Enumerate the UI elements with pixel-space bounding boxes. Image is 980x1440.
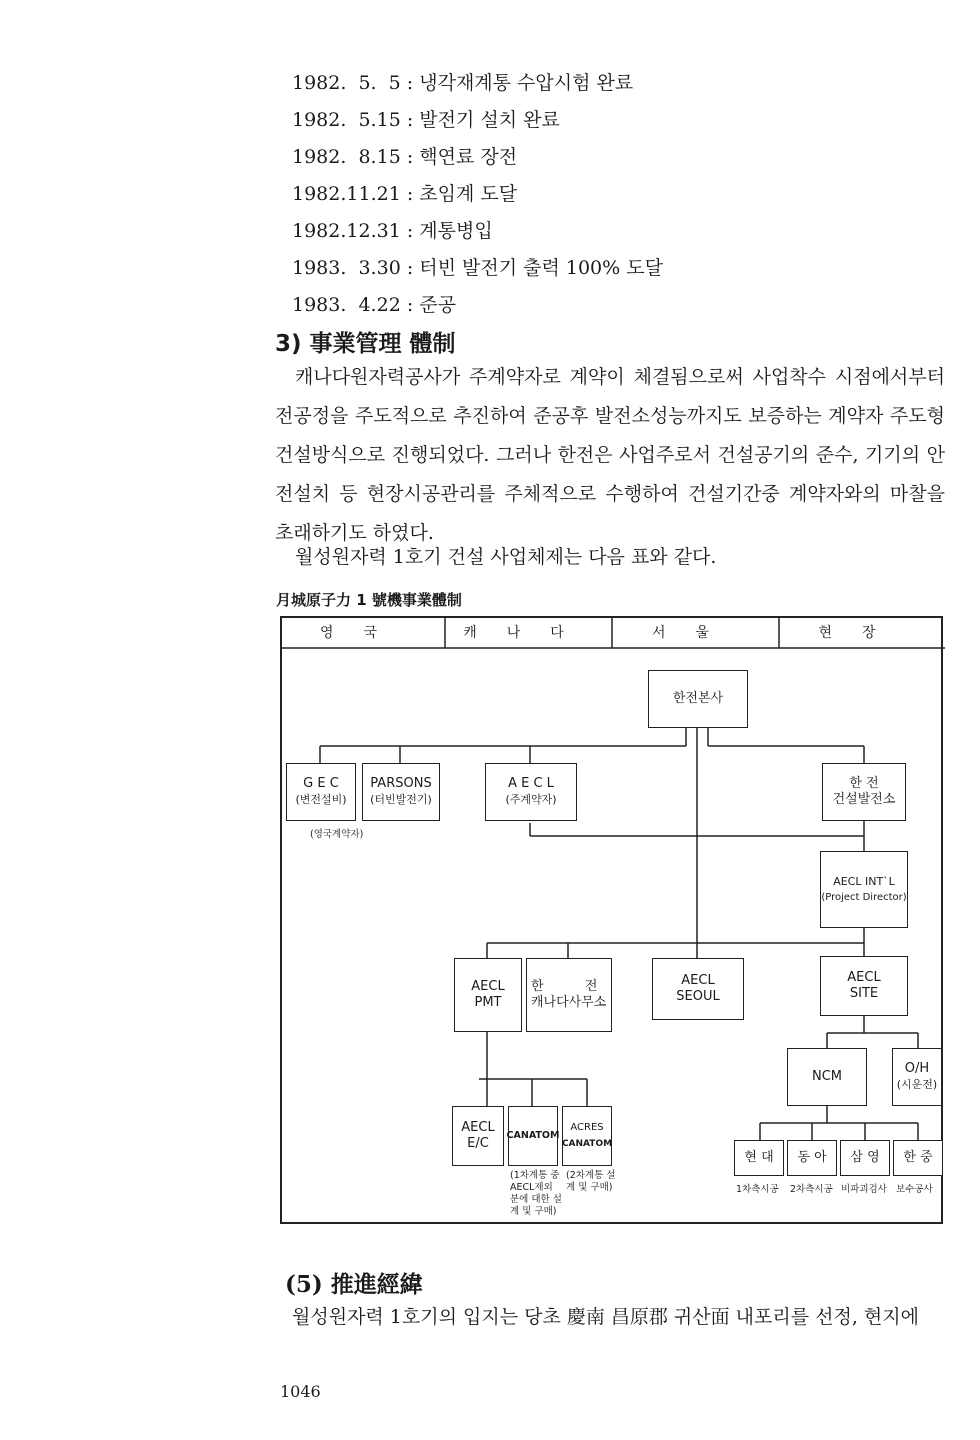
acres-line1: ACRES (570, 1122, 604, 1133)
contractor-name: 현 대 (744, 1150, 774, 1165)
body-paragraph: 캐나다원자력공사가 주계약자로 계약이 체결됨으로써 사업착수 시점에서부터 전공정을 주도적으로 추진하여 준공후 발전소성능까지도 보증하는 계약자 주도형 건설방식으로 진행되었다. 그러나 한전은 사업주로서 건설공기의 준수, 기기의 안전설치 등 현장시공관리를 주체적으로 수행하여 건설기간중 계약자와의 마찰을 초래하기도 하였다. (275, 366, 945, 544)
aecl-site-line2: SITE (849, 986, 879, 1001)
gec-sub: (변전설비) (295, 793, 347, 806)
site-office-line2: 건설발전소 (832, 792, 896, 807)
kepco-canada-line1: 한 전 (531, 979, 598, 994)
contractor-name: 동 아 (797, 1150, 827, 1165)
aecl-ec-line2: E/C (467, 1136, 489, 1151)
header-site: 현장 (818, 625, 906, 641)
canatom-box (508, 1106, 558, 1166)
canatom-label: CANATOM (506, 1130, 560, 1141)
chart-caption: 月城原子力 1 號機事業體制 (276, 591, 462, 609)
timeline-item: 1982.11.21 : 초임계 도달 (292, 183, 518, 205)
contractor-name: 삼 영 (850, 1150, 880, 1165)
contractor-box (893, 1140, 943, 1176)
gec-label: G E C (303, 776, 339, 791)
parsons-box (362, 763, 440, 821)
aecl-pmt-box (454, 958, 522, 1032)
contractor-role: 1차측시공 (736, 1184, 779, 1195)
aecl-seoul-box (652, 958, 744, 1020)
ncm-box (787, 1048, 867, 1106)
oh-box (892, 1048, 942, 1106)
aecl-pmt-line1: AECL (471, 979, 505, 994)
header-canada: 캐나다 (463, 625, 594, 641)
contractor-role: 비파괴검사 (841, 1184, 887, 1195)
kepco-hq-box (648, 670, 748, 728)
org-chart (280, 616, 943, 1224)
site-office-line1: 한 전 (849, 776, 879, 791)
site-office-box (822, 763, 906, 821)
section-heading: 3) 事業管理 體制 (275, 331, 456, 357)
contractor-box (840, 1140, 890, 1176)
aecl-intl-line1: AECL INT`L (833, 874, 895, 888)
contractor-role: 보수공사 (896, 1184, 933, 1195)
header-seoul: 서울 (651, 625, 740, 641)
contractor-role: 2차측시공 (790, 1184, 833, 1195)
aecl-intl-box (820, 851, 908, 928)
kepco-canada-box (526, 958, 612, 1032)
page-number: 1046 (280, 1382, 321, 1401)
parsons-label: PARSONS (370, 776, 432, 791)
acres-box (562, 1106, 612, 1166)
aecl-site-box (820, 956, 908, 1016)
ncm-label: NCM (811, 1069, 843, 1084)
timeline-item: 1983. 4.22 : 준공 (292, 294, 456, 316)
acres-note: (2차계통 설 계 및 구매) (566, 1170, 616, 1193)
body-paragraph: 월성원자력 1호기 건설 사업체제는 다음 표와 같다. (295, 546, 717, 568)
canatom-note: (1차계통 중 AECL제외 분에 대한 설 계 및 구매) (510, 1170, 562, 1217)
aecl-main-label: A E C L (508, 776, 554, 791)
parsons-sub: (터빈발전기) (370, 793, 432, 806)
acres-line2: CANATOM (561, 1139, 613, 1149)
oh-line2: (시운전) (896, 1078, 938, 1091)
uk-contractor-note: (영국계약자) (310, 829, 364, 840)
timeline-item: 1982. 5.15 : 발전기 설치 완료 (292, 109, 560, 131)
oh-line1: O/H (904, 1061, 930, 1076)
timeline-item: 1982. 5. 5 : 냉각재계통 수압시험 완료 (292, 72, 634, 94)
aecl-seoul-line1: AECL (681, 973, 715, 988)
header-uk: 영국 (319, 625, 408, 641)
aecl-pmt-line2: PMT (474, 995, 502, 1010)
aecl-main-sub: (주계약자) (505, 793, 557, 806)
aecl-intl-line2: (Project Director) (821, 891, 907, 903)
contractor-box (787, 1140, 837, 1176)
aecl-ec-line1: AECL (461, 1120, 495, 1135)
timeline-item: 1982. 8.15 : 핵연료 장전 (292, 146, 518, 168)
section-heading: (5) 推進經緯 (285, 1271, 423, 1298)
timeline-item: 1983. 3.30 : 터빈 발전기 출력 100% 도달 (292, 257, 663, 279)
aecl-main-box (485, 763, 577, 821)
body-paragraph: 월성원자력 1호기의 입지는 당초 慶南 昌原郡 귀산面 내포리를 선정, 현지에 (292, 1306, 919, 1328)
kepco-canada-line2: 캐나다사무소 (531, 995, 607, 1010)
contractor-box (734, 1140, 784, 1176)
kepco-hq-label: 한전본사 (672, 691, 724, 706)
timeline-item: 1982.12.31 : 계통병입 (292, 220, 493, 242)
aecl-seoul-line2: SEOUL (676, 989, 720, 1004)
contractor-name: 한 중 (903, 1150, 933, 1165)
aecl-ec-box (452, 1106, 504, 1166)
gec-box (286, 763, 356, 821)
aecl-site-line1: AECL (847, 970, 881, 985)
